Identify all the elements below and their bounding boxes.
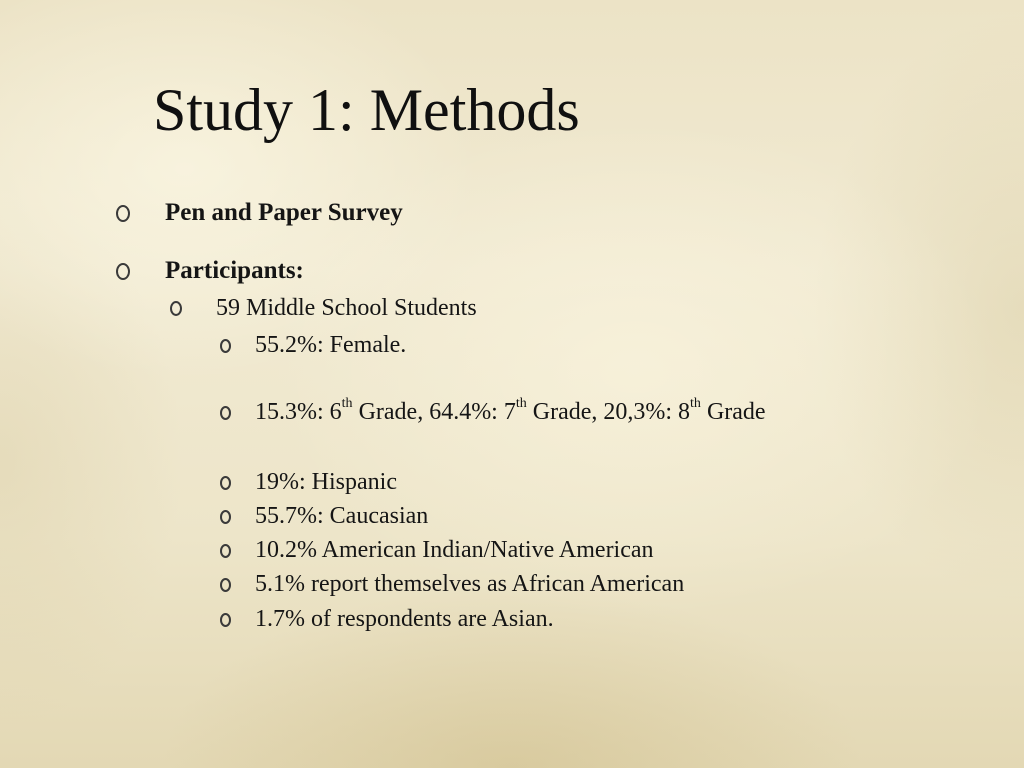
bullet-grades — [255, 398, 766, 426]
bullet-american-indian — [255, 536, 654, 564]
hollow-circle-bullet-icon — [116, 263, 130, 280]
hollow-circle-bullet-icon — [220, 406, 231, 420]
grade-7-text: Grade, 64.4%: 7 — [352, 399, 516, 425]
hollow-circle-bullet-icon — [220, 476, 231, 490]
grade-8-text: Grade, 20,3%: 8 — [526, 399, 691, 425]
bullet-hispanic — [255, 468, 397, 496]
ordinal-suffix: th — [690, 396, 701, 411]
bullet-text: 10.2% American Indian/Native American — [255, 537, 654, 563]
hollow-circle-bullet-icon — [220, 339, 231, 353]
hollow-circle-bullet-icon — [220, 510, 231, 524]
grade-label-text: Grade — [700, 399, 766, 425]
bullet-middle-school-students — [216, 294, 477, 322]
bullet-text: Participants: — [165, 257, 304, 284]
hollow-circle-bullet-icon — [220, 544, 231, 558]
hollow-circle-bullet-icon — [220, 578, 231, 592]
ordinal-suffix: th — [515, 396, 527, 411]
bullet-text — [255, 396, 766, 425]
bullet-text: 55.2%: Female. — [255, 332, 407, 358]
bullet-text: 1.7% of respondents are Asian. — [255, 606, 554, 632]
bullet-text: 5.1% report themselves as African American — [255, 571, 685, 597]
slide-title: Study 1: Methods — [153, 77, 580, 143]
bullet-text: 19%: Hispanic — [255, 469, 397, 495]
ordinal-suffix: th — [341, 396, 353, 411]
bullet-participants — [165, 256, 304, 286]
bullet-text: Pen and Paper Survey — [165, 199, 403, 226]
grade-6-text: 15.3%: 6 — [255, 399, 342, 425]
bullet-text: 55.7%: Caucasian — [255, 503, 429, 529]
bullet-pen-paper-survey — [165, 198, 403, 228]
bullet-female — [255, 331, 406, 359]
hollow-circle-bullet-icon — [220, 613, 231, 627]
hollow-circle-bullet-icon — [170, 301, 182, 316]
bullet-caucasian — [255, 502, 428, 530]
bullet-text: 59 Middle School Students — [216, 295, 477, 321]
bullet-african-american — [255, 570, 684, 598]
bullet-asian — [255, 605, 554, 633]
hollow-circle-bullet-icon — [116, 205, 130, 222]
